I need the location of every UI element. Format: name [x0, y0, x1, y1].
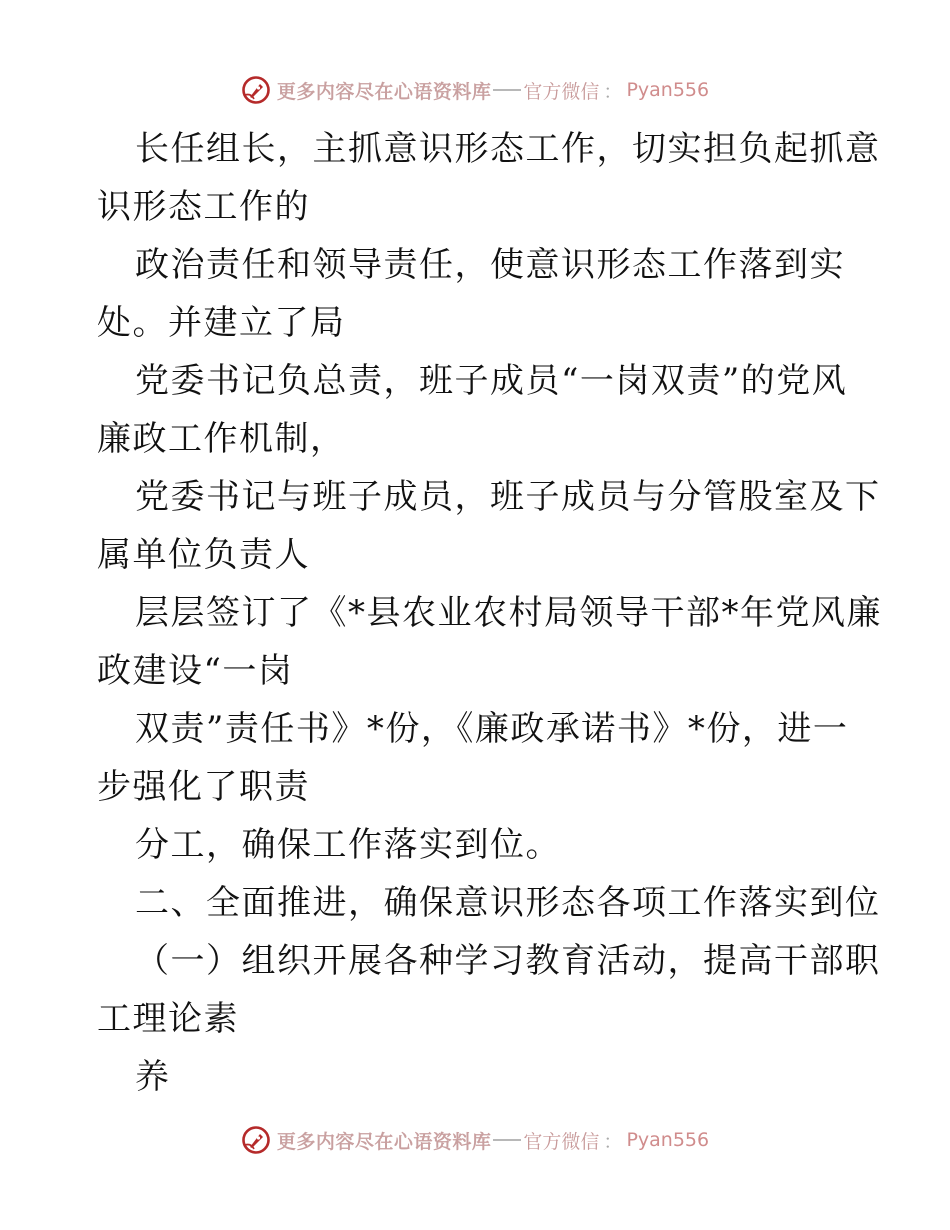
body-line: 廉政工作机制， — [97, 419, 346, 459]
banner-account-id: Pyan556 — [626, 79, 710, 101]
body-line: 党委书记与班子成员，班子成员与分管股室及下 — [135, 477, 881, 517]
body-line: 分工，确保工作落实到位。 — [135, 825, 561, 865]
body-line: 层层签订了《*县农业农村局领导干部*年党风廉 — [135, 593, 882, 633]
banner-dash — [493, 1139, 521, 1141]
banner-colon: ： — [603, 1130, 623, 1153]
header-banner — [0, 70, 950, 110]
banner-colon: ： — [603, 80, 623, 103]
banner-account-id: Pyan556 — [626, 1129, 710, 1151]
pen-nib-circle-icon — [241, 75, 271, 105]
body-line: 政建设“一岗 — [97, 651, 294, 691]
body-line: 处。并建立了局 — [97, 303, 346, 343]
body-line: 识形态工作的 — [97, 187, 310, 227]
footer-banner — [0, 1120, 950, 1160]
banner-slogan: 更多内容尽在心语资料库 — [276, 1130, 492, 1153]
document-body — [97, 120, 882, 1106]
section-heading: 二、全面推进，确保意识形态各项工作落实到位 — [135, 883, 881, 923]
body-line: 养 — [135, 1057, 171, 1097]
body-line: 工理论素 — [97, 999, 239, 1039]
banner-account-label: 官方微信 — [523, 80, 600, 103]
banner-dash — [493, 89, 521, 91]
body-line: 政治责任和领导责任，使意识形态工作落到实 — [135, 245, 845, 285]
body-line: 双责”责任书》*份，《廉政承诺书》*份，进一 — [135, 709, 849, 749]
body-line: 长任组长，主抓意识形态工作，切实担负起抓意 — [135, 129, 881, 169]
subsection-heading: （一）组织开展各种学习教育活动，提高干部职 — [135, 941, 881, 981]
pen-nib-circle-icon — [241, 1125, 271, 1155]
body-line: 属单位负责人 — [97, 535, 310, 575]
banner-account-label: 官方微信 — [523, 1130, 600, 1153]
body-line: 步强化了职责 — [97, 767, 310, 807]
body-line: 党委书记负总责，班子成员“一岗双责”的党风 — [135, 361, 848, 401]
banner-slogan: 更多内容尽在心语资料库 — [276, 80, 492, 103]
